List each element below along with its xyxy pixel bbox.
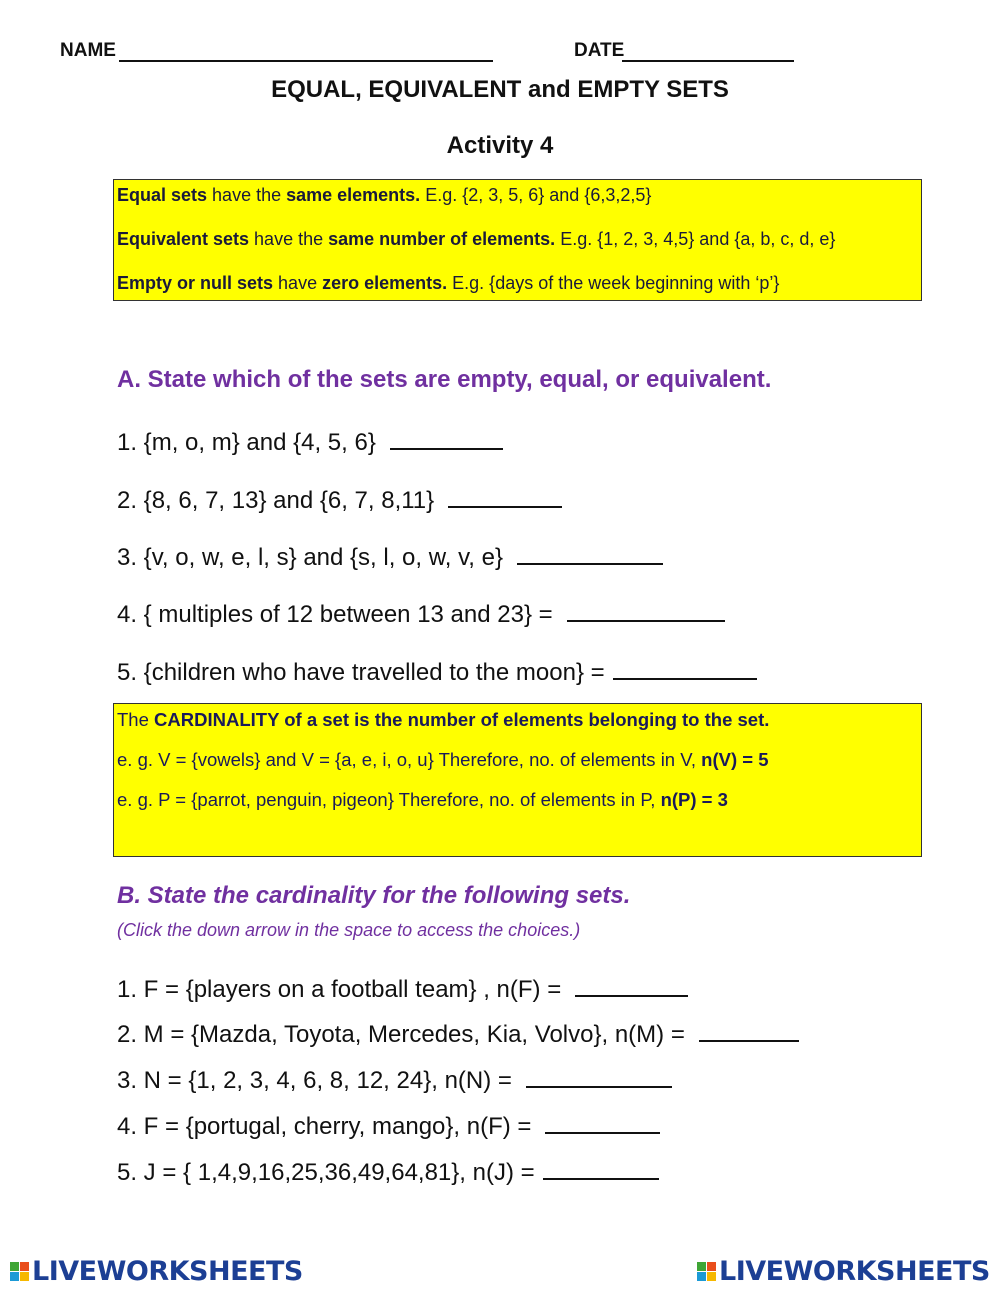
- definition-equal: Equal sets have the same elements. E.g. {2, 3, 5, 6} and {6,3,2,5}: [117, 185, 652, 205]
- question-b-4: 4. F = {portugal, cherry, mango}, n(F) =: [117, 1112, 660, 1141]
- definition-equivalent: Equivalent sets have the same number of elements. E.g. {1, 2, 3, 4,5} and {a, b, c, d, e}: [117, 229, 836, 249]
- question-a-4: 4. { multiples of 12 between 13 and 23} =: [117, 600, 725, 629]
- liveworksheets-logo-left: [10, 1256, 303, 1286]
- definitions-box: [113, 179, 922, 301]
- cardinality-box: [113, 703, 922, 857]
- logo-text: LIVEWORKSHEETS: [32, 1255, 303, 1287]
- answer-blank-a2[interactable]: [448, 486, 562, 508]
- question-b-5: 5. J = { 1,4,9,16,25,36,49,64,81}, n(J) =: [117, 1158, 659, 1187]
- answer-blank-b5[interactable]: [543, 1158, 659, 1180]
- section-a-heading: A. State which of the sets are empty, equal, or equivalent.: [117, 366, 772, 393]
- question-a-5: 5. {children who have travelled to the moon} =: [117, 658, 757, 687]
- liveworksheets-icon: [697, 1262, 716, 1281]
- logo-square-2: [20, 1262, 29, 1271]
- answer-blank-a5[interactable]: [613, 658, 757, 680]
- answer-blank-b2[interactable]: [699, 1020, 799, 1042]
- question-a-2: 2. {8, 6, 7, 13} and {6, 7, 8,11}: [117, 486, 562, 515]
- logo-square-4: [707, 1272, 716, 1281]
- liveworksheets-icon: [10, 1262, 29, 1281]
- cardinality-example-p: e. g. P = {parrot, penguin, pigeon} Therefore, no. of elements in P, n(P) = 3: [117, 789, 728, 810]
- definition-empty: Empty or null sets have zero elements. E.g. {days of the week beginning with ‘p’}: [117, 273, 780, 293]
- logo-square-4: [20, 1272, 29, 1281]
- logo-square-2: [707, 1262, 716, 1271]
- answer-blank-b1[interactable]: [575, 975, 688, 997]
- liveworksheets-logo-right: [697, 1256, 990, 1286]
- activity-title: Activity 4: [446, 132, 554, 159]
- logo-square-3: [697, 1272, 706, 1281]
- page-title: EQUAL, EQUIVALENT and EMPTY SETS: [271, 76, 729, 103]
- logo-text: LIVEWORKSHEETS: [719, 1255, 990, 1287]
- question-b-3: 3. N = {1, 2, 3, 4, 6, 8, 12, 24}, n(N) =: [117, 1066, 672, 1095]
- name-field[interactable]: [119, 40, 493, 62]
- name-label: NAME: [60, 40, 116, 61]
- date-field[interactable]: [622, 40, 794, 62]
- question-b-2: 2. M = {Mazda, Toyota, Mercedes, Kia, Volvo}, n(M) =: [117, 1020, 799, 1049]
- answer-blank-a4[interactable]: [567, 600, 725, 622]
- logo-square-1: [697, 1262, 706, 1271]
- section-b-heading: B. State the cardinality for the following sets.: [117, 882, 631, 909]
- logo-square-1: [10, 1262, 19, 1271]
- logo-square-3: [10, 1272, 19, 1281]
- question-a-1: 1. {m, o, m} and {4, 5, 6}: [117, 428, 503, 457]
- question-a-3: 3. {v, o, w, e, l, s} and {s, l, o, w, v, e}: [117, 543, 663, 572]
- answer-blank-b3[interactable]: [526, 1066, 672, 1088]
- answer-blank-a1[interactable]: [390, 428, 503, 450]
- date-label: DATE: [574, 40, 625, 61]
- cardinality-example-v: e. g. V = {vowels} and V = {a, e, i, o, u} Therefore, no. of elements in V, n(V) = 5: [117, 749, 769, 770]
- question-b-1: 1. F = {players on a football team} , n(F) =: [117, 975, 688, 1004]
- answer-blank-b4[interactable]: [545, 1112, 660, 1134]
- answer-blank-a3[interactable]: [517, 543, 663, 565]
- cardinality-definition: The CARDINALITY of a set is the number of elements belonging to the set.: [117, 709, 770, 730]
- section-b-note: (Click the down arrow in the space to access the choices.): [117, 920, 581, 940]
